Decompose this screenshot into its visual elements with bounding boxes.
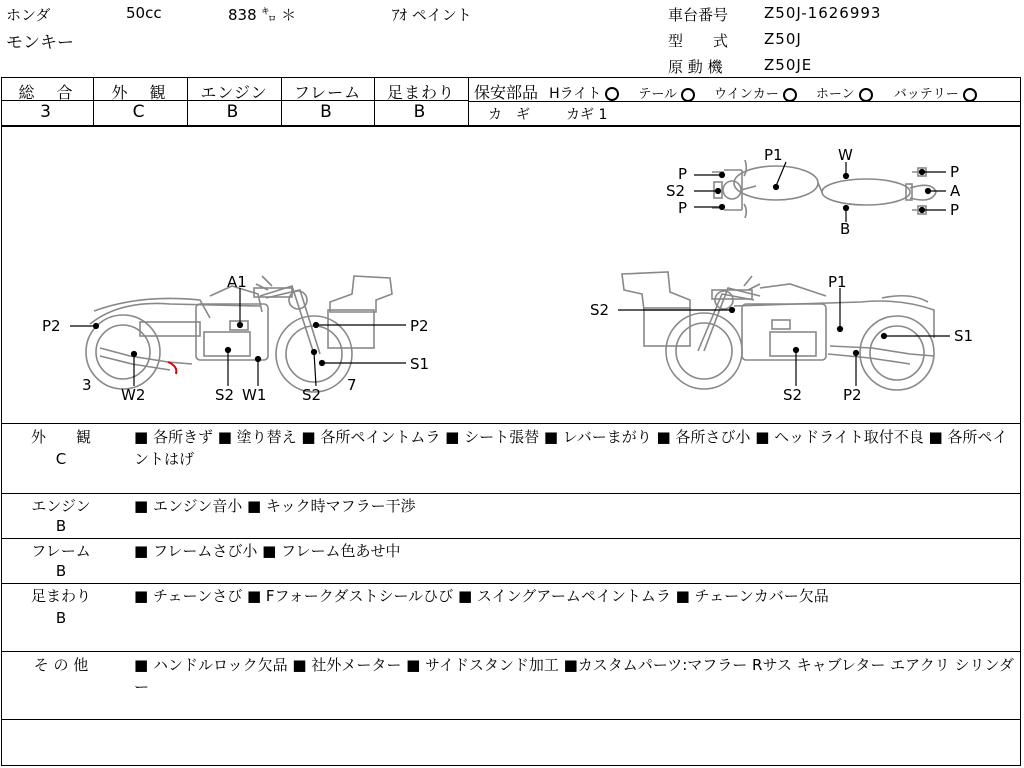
ok-circle-icon [859, 88, 873, 102]
label-left-p2-front: P2 [410, 317, 429, 335]
remark-grade: B [55, 562, 67, 580]
safety-tail: テール [638, 87, 701, 102]
label-top-w: W [838, 146, 853, 164]
frame-no: Z50J-1626993 [764, 4, 882, 22]
damage-diagram [0, 126, 1024, 424]
right-side-bike [622, 272, 934, 390]
label-left-a1: A1 [227, 273, 247, 291]
remark-label: フレーム [31, 542, 91, 560]
left-side-bike [86, 276, 392, 392]
engine-grade-label: エンジン [200, 83, 268, 102]
remark-text: ■ ハンドルロック欠品 ■ 社外メーター ■ サイドスタンド加工 ■カスタムパーツ:マフラー Rサス キャブレター エアクリ シリンダー [134, 656, 1014, 696]
top-view-labels [666, 146, 961, 238]
label-top-b: B [840, 220, 851, 238]
safety-headlight: Hライト [549, 86, 625, 102]
displacement: 50cc [126, 4, 162, 22]
label-right-p1: P1 [828, 273, 847, 291]
label-left-7: 7 [347, 376, 357, 394]
remark-label: 外 観 [30, 428, 91, 446]
label-top-p-right-2: P [950, 201, 960, 219]
label-left-3: 3 [82, 376, 92, 394]
key-label: カ ギ [488, 107, 530, 123]
label-right-s2-front: S2 [590, 301, 610, 319]
ok-circle-icon [605, 87, 619, 101]
label-top-s2: S2 [666, 182, 686, 200]
label-left-s1: S1 [410, 355, 430, 373]
frame-grade: B [320, 102, 335, 122]
engine-label: 原 動 機 [668, 58, 723, 76]
label-top-p-left-1: P [678, 165, 688, 183]
label-left-p2-rear: P2 [42, 317, 61, 335]
model-name: モンキー [6, 33, 74, 53]
safety-battery: バッテリー [894, 87, 983, 102]
remark-label: そ の 他 [33, 656, 89, 674]
label-left-w1: W1 [242, 386, 267, 404]
label-top-p-right-1: P [950, 163, 960, 181]
label-top-a: A [950, 182, 961, 200]
safety-horn: ホーン [816, 87, 879, 102]
total-grade-label: 総 合 [18, 83, 76, 102]
label-right-p2: P2 [843, 386, 862, 404]
safety-parts [474, 80, 983, 103]
mileage: 838 ㌔ ＊ [228, 6, 297, 24]
type-label: 型 式 [668, 32, 729, 50]
engine-grade: B [226, 102, 242, 122]
safety-label: 保安部品 [474, 83, 539, 102]
suspension-grade-label: 足まわり [386, 83, 455, 102]
top-view-bike [712, 160, 936, 218]
type-value: Z50J [764, 30, 802, 48]
ok-circle-icon [783, 88, 797, 102]
maker: ホンダ [6, 6, 51, 24]
label-left-w2: W2 [121, 386, 146, 404]
frame-grade-label: フレーム [293, 83, 362, 102]
remark-grade: B [55, 609, 67, 627]
key-value: カギ 1 [566, 107, 608, 123]
label-top-p-left-2: P [678, 199, 688, 217]
label-right-s1: S1 [954, 327, 974, 345]
remark-grade: C [55, 450, 67, 468]
engine-value: Z50JE [764, 56, 813, 74]
frame-no-label: 車台番号 [668, 6, 729, 24]
remark-text: ■ エンジン音小 ■ キック時マフラー干渉 [134, 497, 416, 515]
ok-circle-icon [681, 88, 695, 102]
total-grade: 3 [40, 102, 54, 122]
red-mark [168, 362, 176, 374]
body-color: ｱｵ ペイント [392, 6, 472, 24]
suspension-grade: B [413, 102, 429, 122]
label-left-s2-engine: S2 [215, 386, 235, 404]
remark-label: 足まわり [30, 587, 91, 605]
label-top-p1: P1 [764, 146, 783, 164]
label-right-s2-engine: S2 [783, 386, 803, 404]
safety-winker: ウインカー [714, 87, 803, 102]
label-left-s2-front: S2 [302, 386, 322, 404]
remark-text: ■ フレームさび小 ■ フレーム色あせ中 [134, 542, 401, 560]
remark-text: ■ 各所きず ■ 塗り替え ■ 各所ペイントムラ ■ シート張替 ■ レバーまがり ■ 各所さび小 ■ ヘッドライト取付不良 ■ 各所ペイントはげ [134, 428, 1008, 468]
ok-circle-icon [963, 88, 977, 102]
remark-text: ■ チェーンさび ■ Fフォークダストシールひび ■ スイングアームペイントムラ ■ チェーンカバー欠品 [134, 587, 829, 605]
remark-label: エンジン [31, 497, 91, 515]
remark-grade: B [55, 517, 67, 535]
exterior-grade-label: 外 観 [111, 83, 169, 102]
exterior-grade: C [132, 102, 148, 122]
